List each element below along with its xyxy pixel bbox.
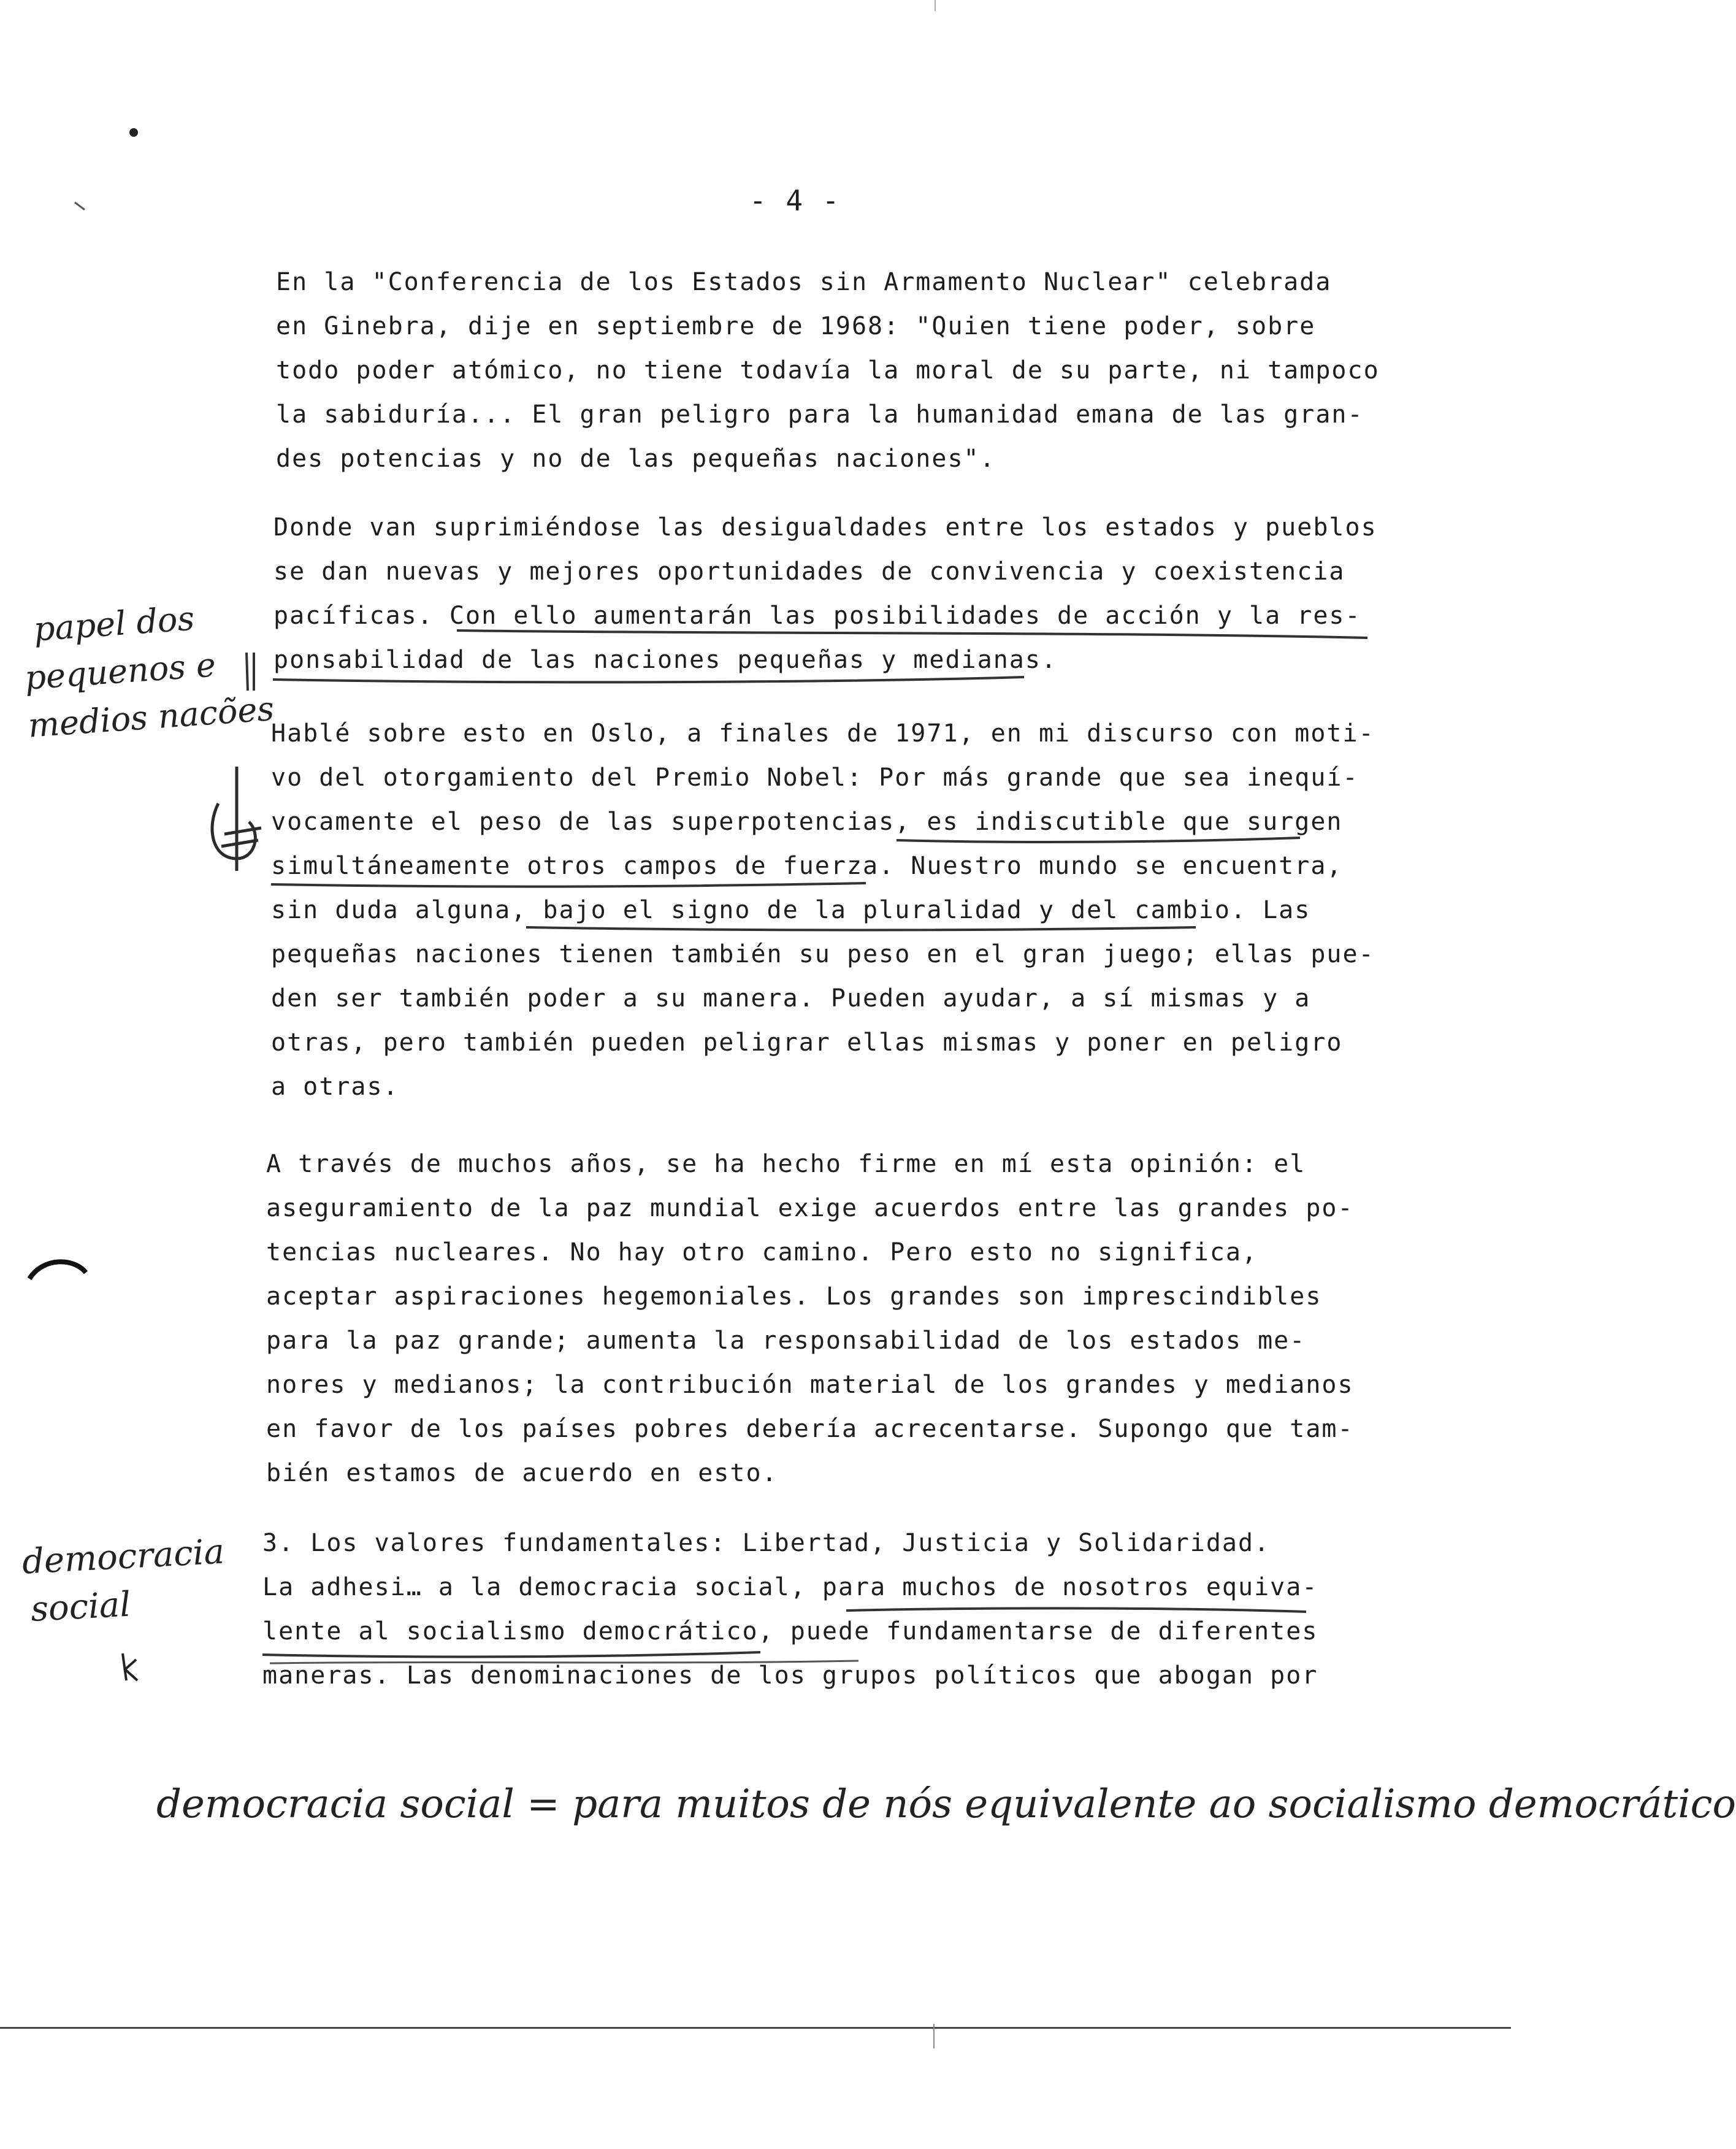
text-line: den ser también poder a su manera. Pueden ayudar, a sí mismas y a <box>271 984 1311 1013</box>
text-line: lente al socialismo democrático, puede fundamentarse de diferentes <box>262 1617 1318 1645</box>
bottom-rule-line <box>0 2027 1511 2029</box>
text-line: 3. Los valores fundamentales: Libertad, Justicia y Solidaridad. <box>262 1529 1271 1557</box>
text-line: aseguramiento de la paz mundial exige acuerdos entre las grandes po- <box>266 1194 1354 1222</box>
text-line: la sabiduría... El gran peligro para la humanidad emana de las gran- <box>276 400 1364 429</box>
text-line: A través de muchos años, se ha hecho firme en mí esta opinión: el <box>266 1150 1306 1178</box>
text-line: sin duda alguna, bajo el signo de la pluralidad y del cambio. Las <box>271 896 1311 924</box>
note-line: pequenos e <box>23 645 217 697</box>
note-line: social <box>29 1584 132 1630</box>
margin-arc-mark <box>25 1254 98 1291</box>
text-line: se dan nuevas y mejores oportunidades de convivencia y coexistencia <box>273 557 1345 586</box>
text-line: tencias nucleares. No hay otro camino. Pero esto no significa, <box>266 1238 1258 1266</box>
text-line: ponsabilidad de las naciones pequeñas y medianas. <box>273 646 1058 674</box>
text-line: aceptar aspiraciones hegemoniales. Los grandes son imprescindibles <box>266 1282 1322 1311</box>
text-line: Hablé sobre esto en Oslo, a finales de 1971, en mi discurso con moti- <box>271 719 1375 748</box>
top-center-tick <box>935 0 936 11</box>
small-x-mark <box>114 1650 145 1687</box>
text-line: en favor de los países pobres debería acrecentarse. Supongo que tam- <box>266 1415 1354 1443</box>
underline-stroke <box>262 1652 760 1657</box>
margin-note-democracia <box>21 1528 228 1634</box>
text-line: simultáneamente otros campos de fuerza. Nuestro mundo se encuentra, <box>271 852 1343 880</box>
note-line: democracia <box>21 1531 226 1582</box>
text-line: La adhesi… a la democracia social, para muchos de nosotros equiva- <box>262 1573 1318 1601</box>
note-line: papel dos <box>32 599 196 649</box>
text-line: para la paz grande; aumenta la responsabilidad de los estados me- <box>266 1327 1306 1355</box>
page-number: - 4 - <box>749 184 841 217</box>
underline-stroke <box>897 838 1300 842</box>
text-line: en Ginebra, dije en septiembre de 1968: "Quien tiene poder, sobre <box>276 312 1316 340</box>
stray-tick-mark <box>72 197 91 216</box>
text-line: pacíficas. Con ello aumentarán las posibilidades de acción y la res- <box>273 602 1361 630</box>
text-line: bién estamos de acuerdo en esto. <box>266 1459 778 1487</box>
text-line: En la "Conferencia de los Estados sin Armamento Nuclear" celebrada <box>276 268 1332 296</box>
text-line: todo poder atómico, no tiene todavía la moral de su parte, ni tampoco <box>276 356 1380 385</box>
handwritten-footer-note: democracia social = para muitos de nós equivalente ao socialismo democrático <box>156 1782 1736 1827</box>
note-line: medios nacões <box>26 689 275 745</box>
underline-stroke <box>846 1608 1306 1612</box>
text-line: pequeñas naciones tienen también su peso en el gran juego; ellas pue- <box>271 940 1375 968</box>
stray-dot-mark <box>126 125 145 144</box>
underline-stroke <box>526 927 1196 930</box>
margin-check-mark <box>194 760 273 877</box>
text-line: a otras. <box>271 1073 399 1101</box>
text-line: otras, pero también pueden peligrar ellas mismas y poner en peligro <box>271 1029 1343 1057</box>
text-line: vocamente el peso de las superpotencias, es indiscutible que surgen <box>271 808 1343 836</box>
bottom-center-tick <box>933 2024 935 2048</box>
text-line: vo del otorgamiento del Premio Nobel: Por más grande que sea inequí- <box>271 764 1359 792</box>
text-line: Donde van suprimiéndose las desigualdades entre los estados y pueblos <box>273 513 1377 542</box>
underline-stroke <box>457 630 1367 638</box>
text-line: des potencias y no de las pequeñas naciones". <box>276 445 996 473</box>
underline-stroke <box>273 677 1024 682</box>
margin-note-papel <box>20 589 275 749</box>
text-line: maneras. Las denominaciones de los grupos políticos que abogan por <box>262 1661 1318 1690</box>
underline-stroke <box>271 883 866 887</box>
text-line: nores y medianos; la contribución material de los grandes y medianos <box>266 1371 1354 1399</box>
underline-stroke <box>270 1661 858 1663</box>
